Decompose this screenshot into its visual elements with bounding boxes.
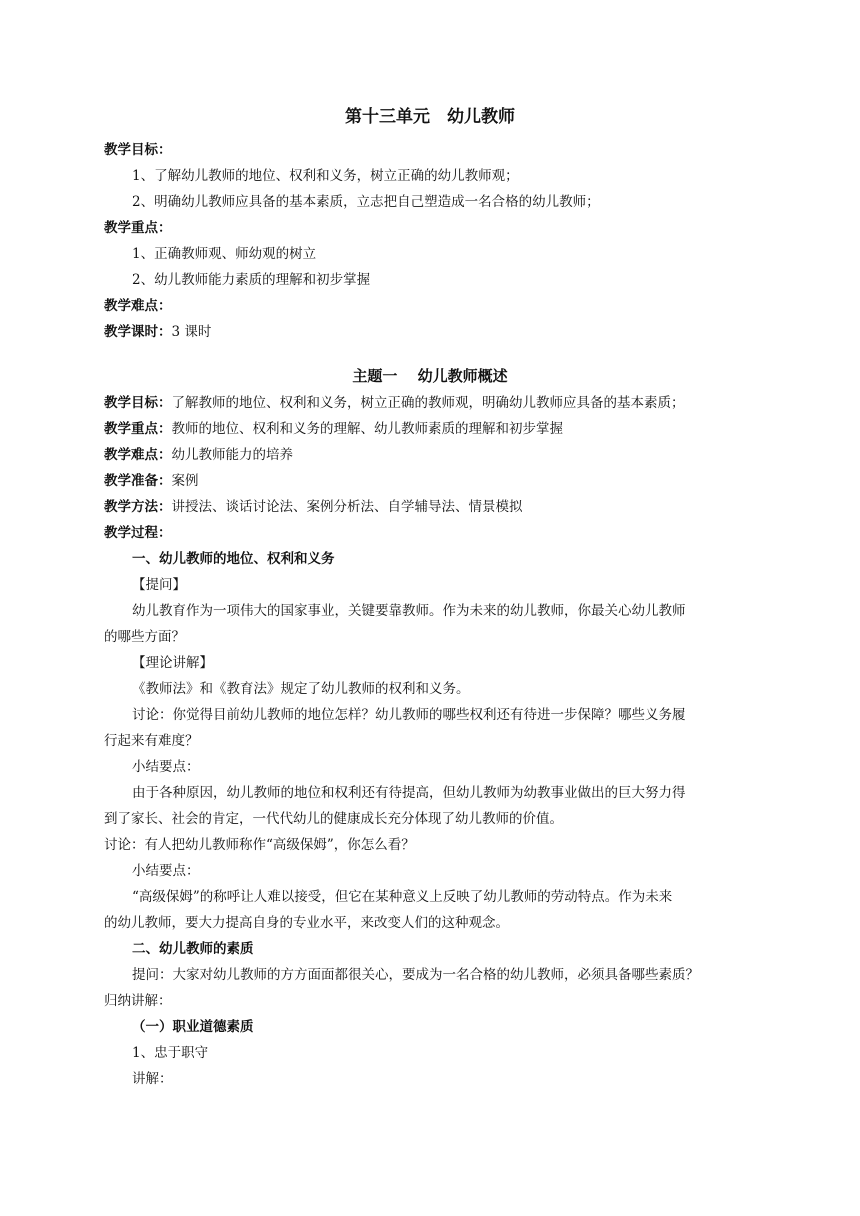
spacer	[104, 345, 756, 365]
topic-method-label: 教学方法：	[104, 499, 172, 515]
section1-summary1-line1: 由于各种原因，幼儿教师的地位和权利还有待提高，但幼儿教师为幼教事业做出的巨大努力得	[132, 785, 686, 801]
section2-intro-line1: 提问：大家对幼儿教师的方方面面都很关心，要成为一名合格的幼儿教师，必须具备哪些素质？	[132, 967, 699, 983]
section1-summary2-label: 小结要点：	[132, 863, 200, 879]
unit-goal-1: 1、了解幼儿教师的地位、权利和义务，树立正确的幼儿教师观；	[132, 168, 519, 184]
topic-method-row	[104, 494, 756, 520]
section1-summary1-label: 小结要点：	[132, 759, 200, 775]
section2-item1-note: 讲解：	[132, 1071, 173, 1087]
section1-summary2-line2: 的幼儿教师，要大力提高自身的专业水平，来改变人们的这种观念。	[104, 915, 509, 931]
section1-theory-tag: 【理论讲解】	[132, 655, 213, 671]
topic-prep-value: 案例	[171, 473, 199, 489]
section1-theory-text: 《教师法》和《教育法》规定了幼儿教师的权利和义务。	[132, 681, 470, 697]
section2-item1: 1、忠于职守	[132, 1045, 209, 1061]
section1-discuss2: 讨论：有人把幼儿教师称作“高级保姆”，你怎么看？	[104, 837, 415, 853]
unit-key-point-2: 2、幼儿教师能力素质的理解和初步掌握	[132, 272, 371, 288]
topic-goals-value: 了解教师的地位、权利和义务，树立正确的教师观，明确幼儿教师应具备的基本素质；	[171, 395, 685, 411]
section1-discuss1-line2: 行起来有难度？	[104, 733, 199, 749]
unit-goals-label: 教学目标：	[104, 142, 172, 158]
topic-method-value: 讲授法、谈话讨论法、案例分析法、自学辅导法、情景模拟	[171, 499, 523, 515]
unit-key-point-1: 1、正确教师观、师幼观的树立	[132, 246, 317, 262]
unit-goal-2: 2、明确幼儿教师应具备的基本素质，立志把自己塑造成一名合格的幼儿教师；	[132, 194, 600, 210]
section1-summary2-line1: “高级保姆”的称呼让人难以接受，但它在某种意义上反映了幼儿教师的劳动特点。作为未来	[132, 889, 673, 905]
section2-sub1-heading: （一）职业道德素质	[132, 1019, 254, 1035]
topic-prep-row	[104, 468, 756, 494]
section2-intro-line2: 归纳讲解：	[104, 993, 172, 1009]
section1-summary1-line2: 到了家长、社会的肯定，一代代幼儿的健康成长充分体现了幼儿教师的价值。	[104, 811, 563, 827]
section1-question-line1: 幼儿教育作为一项伟大的国家事业，关键要靠教师。作为未来的幼儿教师，你最关心幼儿教师	[132, 603, 686, 619]
section2-heading: 二、幼儿教师的素质	[132, 941, 254, 957]
topic-key-row	[104, 416, 756, 442]
topic-difficulty-value: 幼儿教师能力的培养	[171, 447, 293, 463]
unit-difficulty-label: 教学难点：	[104, 298, 172, 314]
topic-title: 主题一 幼儿教师概述	[352, 367, 508, 385]
section1-heading: 一、幼儿教师的地位、权利和义务	[132, 551, 335, 567]
document-page	[104, 106, 756, 1092]
section1-question-tag: 【提问】	[132, 577, 186, 593]
unit-title: 第十三单元 幼儿教师	[345, 107, 515, 127]
unit-key-label: 教学重点：	[104, 220, 172, 236]
unit-hours-value: 3 课时	[171, 324, 212, 340]
section1-discuss1-line1: 讨论：你觉得目前幼儿教师的地位怎样？幼儿教师的哪些权利还有待进一步保障？哪些义务履	[132, 707, 686, 723]
topic-goals-label: 教学目标：	[104, 395, 172, 411]
topic-difficulty-row	[104, 442, 756, 468]
unit-hours-row	[104, 319, 756, 345]
section1-question-line2: 的哪些方面？	[104, 629, 185, 645]
topic-key-value: 教师的地位、权利和义务的理解、幼儿教师素质的理解和初步掌握	[171, 421, 563, 437]
topic-goals-row	[104, 390, 756, 416]
topic-difficulty-label: 教学难点：	[104, 447, 172, 463]
topic-key-label: 教学重点：	[104, 421, 172, 437]
unit-hours-label: 教学课时：	[104, 324, 172, 340]
topic-process-label: 教学过程：	[104, 525, 172, 541]
topic-prep-label: 教学准备：	[104, 473, 172, 489]
